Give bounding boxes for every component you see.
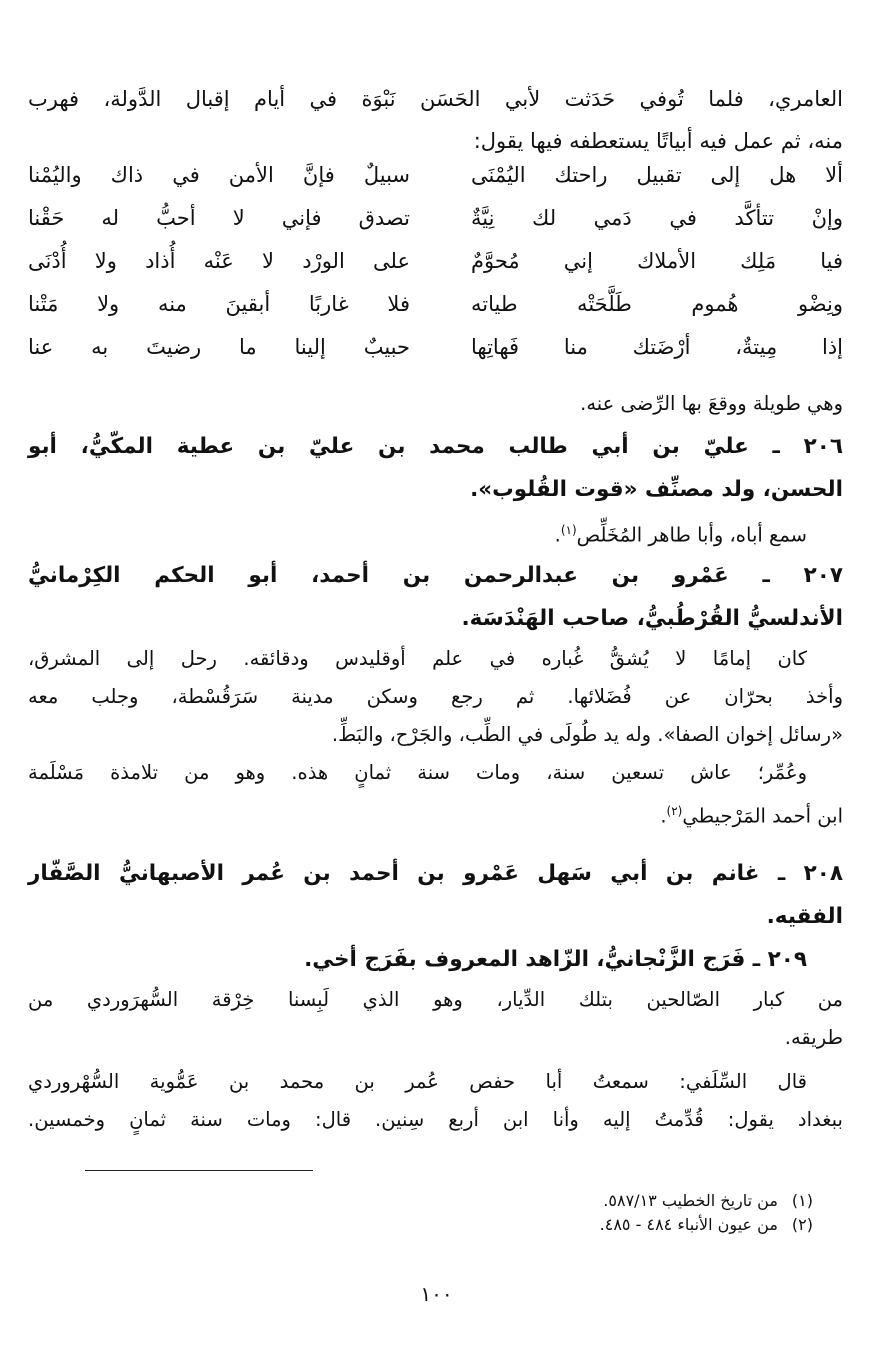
footnote-divider xyxy=(85,1170,313,1171)
entry-body-line: ابن أحمد المَرْجيطي$^{(٢)}$. xyxy=(660,804,843,828)
entry-body-text: سمع أباه، وأبا طاهر المُخَلِّص xyxy=(576,523,807,547)
footnote-mark: (٢) xyxy=(791,1215,813,1234)
poem-verse xyxy=(28,206,843,249)
entry-body-text: ابن أحمد المَرْجيطي xyxy=(682,804,843,828)
footnote-text: من عيون الأنباء ٤٨٤ - ٤٨٥. xyxy=(599,1215,778,1234)
text-line: وهي طويلة ووقعَ بها الرِّضى عنه. xyxy=(580,392,843,415)
text-line: منه، ثم عمل فيه أبياتًا يستعطفه فيها يقول: xyxy=(473,129,843,153)
entry-body-line: كان إمامًا لا يُشقُّ غُباره في علم أوقليدس ودقائقه. رحل إلى المشرق، xyxy=(28,647,807,670)
entry-206 xyxy=(28,425,843,555)
page-number: ١٠٠ xyxy=(420,1282,453,1306)
poem-verse xyxy=(28,249,843,292)
verse-second-hemistich: حبيبٌ إلينا ما رضيتَ به عنا xyxy=(28,335,410,359)
intro-paragraph xyxy=(28,78,843,162)
entry-heading-line: ٢٠٦ ـ عليّ بن أبي طالب محمد بن عليّ بن عطية المكّيُّ، أبو xyxy=(28,434,843,459)
footnote-ref: (٢) xyxy=(666,804,683,818)
entry-body-line: «رسائل إخوان الصفا». وله يد طُولَى في الطِّب، والجَرْح، والبَطِّ. xyxy=(331,723,843,746)
poem-verse xyxy=(28,292,843,335)
entry-208 xyxy=(28,852,843,938)
verse-first-hemistich: ونِضْو هُموم طَلَّحَتْه طياته xyxy=(471,292,843,316)
entry-body-line: قال السِّلَفي: سمعتُ أبا حفص عُمر بن محمد بن عَمُّوية السُّهْروردي xyxy=(28,1070,807,1093)
poem xyxy=(28,163,843,378)
footnote-text: من تاريخ الخطيب ٥٨٧/١٣. xyxy=(603,1191,778,1210)
entry-body-line: من كبار الصّالحين بتلك الدِّيار، وهو الذي لَبِسنا خِرْقة السُّهرَوردي من xyxy=(28,988,843,1011)
verse-first-hemistich: إذا مِيتةٌ، أرْضَتك منا فَهاتِها xyxy=(471,335,843,359)
footnote-mark: (١) xyxy=(791,1191,813,1210)
entry-209 xyxy=(28,938,843,1139)
entry-body-line: وأخذ بحرّان عن فُضَلائها. ثم رجع وسكن مدينة سَرَقُسْطة، وجلب معه xyxy=(28,685,843,708)
text-line: العامري، فلما تُوفي حَدَثت لأبي الحَسَن نَبْوَة في أيام إقبال الدَّولة، فهرب xyxy=(28,87,843,111)
verse-second-hemistich: فلا غاربًا أبقينَ منه ولا مَتْنا xyxy=(28,292,410,316)
entry-heading-line: ٢٠٧ ـ عَمْرو بن عبدالرحمن بن أحمد، أبو الحكم الكِرْمانيُّ xyxy=(28,563,843,588)
poem-verse xyxy=(28,335,843,378)
entry-body-line: ببغداد يقول: قُدِّمتُ إليه وأنا ابن أربع سِنين. قال: ومات سنة ثمانٍ وخمسين. xyxy=(28,1108,843,1131)
verse-second-hemistich: تصدق فإني لا أحبُّ له حَقْنا xyxy=(28,206,410,230)
entry-heading-line: ٢٠٩ ـ فَرَج الزَّنْجانيُّ، الزّاهد المعروف بفَرَج أخي. xyxy=(304,947,807,972)
footnote xyxy=(600,1214,813,1236)
entry-heading-line: الأندلسيُّ القُرْطُبيُّ، صاحب الهَنْدَسَة. xyxy=(461,606,843,631)
verse-second-hemistich: سبيلٌ فإنَّ الأمن في ذاك واليُمْنا xyxy=(28,163,410,187)
verse-first-hemistich: فيا مَلِك الأملاك إني مُحوَّمٌ xyxy=(471,249,843,273)
verse-first-hemistich: ألا هل إلى تقبيل راحتك اليُمْنَى xyxy=(471,163,843,187)
poem-closing-line xyxy=(28,384,843,424)
entry-body-line: طريقه. xyxy=(784,1026,843,1049)
footnote xyxy=(603,1190,813,1212)
footnote-ref: (١) xyxy=(560,523,577,537)
verse-second-hemistich: على الورْد لا عَنْه أُذاد ولا أُدْنَى xyxy=(28,249,410,273)
entry-heading-line: الفقيه. xyxy=(766,904,843,929)
poem-verse xyxy=(28,163,843,206)
entry-heading-line: الحسن، ولد مصنِّف «قوت القُلوب». xyxy=(470,477,843,502)
entry-body-line: وعُمِّر؛ عاش تسعين سنة، ومات سنة ثمانٍ هذه. وهو من تلامذة مَسْلَمة xyxy=(28,761,807,784)
entry-body-line: سمع أباه، وأبا طاهر المُخَلِّص$^{(١)}$. xyxy=(554,523,807,547)
entry-heading-line: ٢٠٨ ـ غانم بن أبي سَهل عَمْرو بن أحمد بن عُمر الأصبهانيُّ الصَّفّار xyxy=(28,861,843,886)
verse-first-hemistich: وإنْ تتأكَّد في دَمي لك نِيَّةٌ xyxy=(471,206,843,230)
entry-207 xyxy=(28,554,843,836)
